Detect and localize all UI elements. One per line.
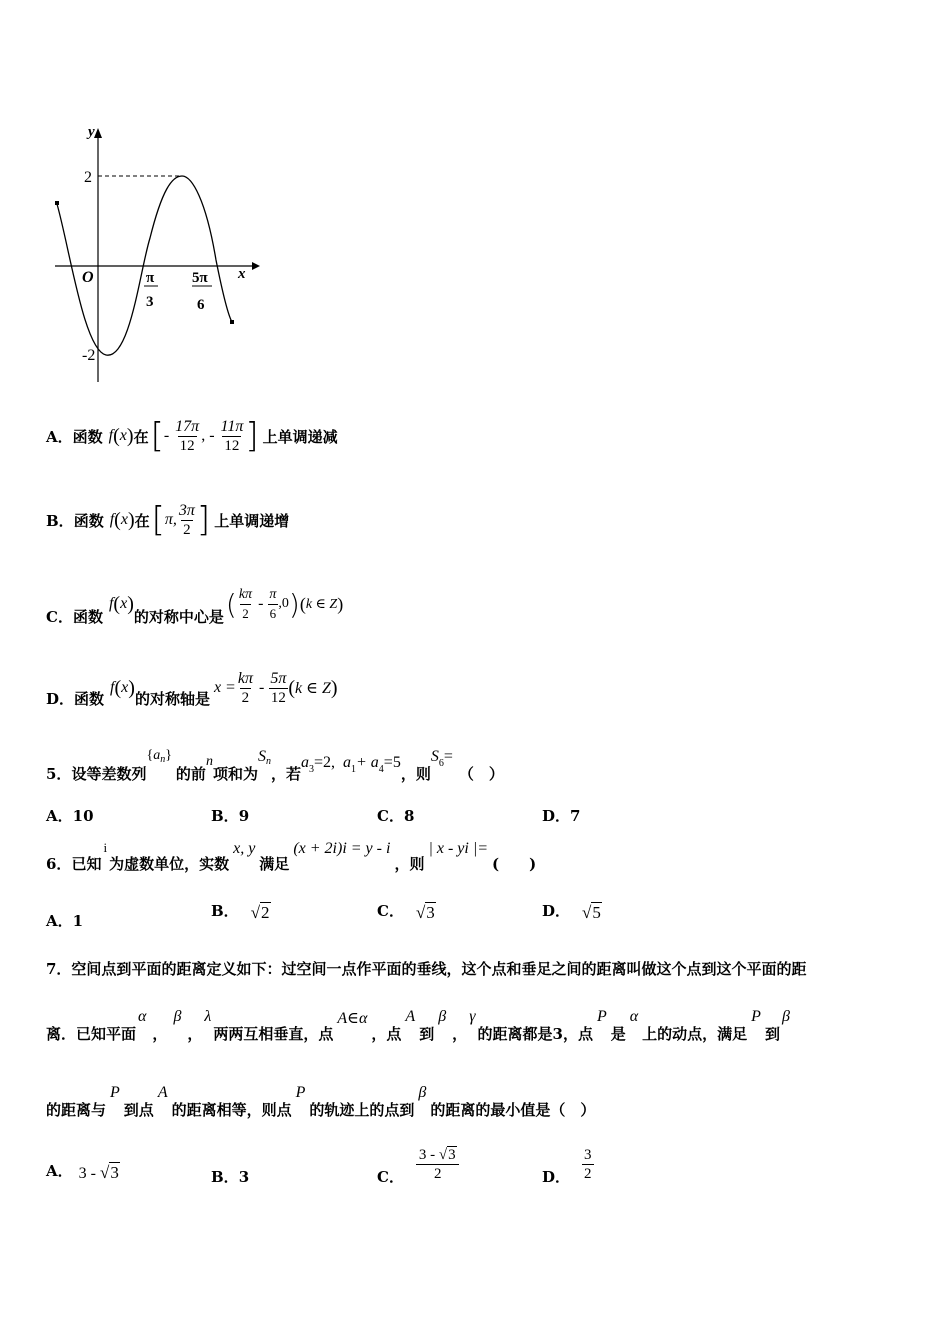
variable: x xyxy=(121,679,129,696)
condition-term: a xyxy=(300,754,309,771)
q7-line-1: 7．空间点到平面的距离定义如下：过空间一点作平面的垂线，这个点和垂足之间的距离叫做这个点到这个平面的距 xyxy=(46,960,807,978)
question-text: 的距离相等，则点 xyxy=(171,1101,292,1119)
question-5 xyxy=(46,748,504,784)
q4-option-c xyxy=(46,576,343,632)
subscript: n xyxy=(265,756,271,767)
subscript: 3 xyxy=(308,764,314,775)
answer-blank: ( ) xyxy=(492,855,537,873)
option-value: 3 - xyxy=(78,1165,96,1182)
plane-gamma: γ xyxy=(469,1008,476,1025)
q6-option-b xyxy=(211,900,271,923)
origin-label: O xyxy=(82,269,94,286)
plane-beta: β xyxy=(173,1008,182,1025)
variable: x xyxy=(119,427,127,444)
option-label: C． xyxy=(377,807,404,825)
q4-option-d xyxy=(46,660,338,716)
question-text: 是 xyxy=(610,1025,626,1043)
option-label: A． xyxy=(46,427,73,446)
point-p: P xyxy=(751,1008,761,1025)
paren-open: ( xyxy=(113,424,120,447)
point-membership: A∈α xyxy=(337,1010,368,1027)
question-text: 的距离与 xyxy=(46,1101,107,1119)
fraction xyxy=(416,1146,460,1183)
option-value: 10 xyxy=(72,807,94,825)
option-label: C． xyxy=(377,1168,404,1186)
radicand: 2 xyxy=(261,903,270,922)
minus-sign: - xyxy=(254,595,268,612)
option-text: 在 xyxy=(133,427,149,446)
question-text: ，则 xyxy=(400,765,431,783)
question-text: 两两互相垂直，点 xyxy=(213,1025,334,1043)
bracket-close: ] xyxy=(196,500,211,540)
radicand: 3 xyxy=(110,1163,119,1182)
plane-alpha: α xyxy=(629,1008,639,1025)
fraction xyxy=(268,670,288,707)
numerator: π xyxy=(269,586,277,602)
denominator: 2 xyxy=(584,1166,592,1182)
sum-symbol: S xyxy=(257,748,266,765)
bracket-close: ] xyxy=(245,416,259,456)
option-value: 8 xyxy=(403,807,415,825)
question-text: 的前 xyxy=(175,765,206,783)
axis-equation: x = xyxy=(213,679,236,696)
tick1-numerator: π xyxy=(146,270,155,286)
numerator: 11π xyxy=(220,417,244,435)
question-text: 离．已知平面 xyxy=(46,1025,137,1043)
question-text: ，则 xyxy=(394,855,425,873)
option-text: 函数 xyxy=(72,427,103,446)
function-name: f xyxy=(110,679,115,696)
point-p: P xyxy=(596,1008,607,1025)
answer-blank: （ ） xyxy=(458,765,504,783)
q7-option-d xyxy=(542,1142,594,1187)
minus-sign: - xyxy=(163,427,174,444)
fraction xyxy=(173,418,201,455)
subscript: 4 xyxy=(378,764,384,775)
sqrt-sign: √ xyxy=(582,903,592,922)
option-label: D． xyxy=(46,689,75,708)
sqrt-expression xyxy=(100,1163,120,1183)
y-min-label: -2 xyxy=(82,347,96,364)
option-text: 的对称轴是 xyxy=(134,689,210,708)
sqrt-sign: √ xyxy=(250,903,261,922)
q5-option-a xyxy=(46,805,94,826)
option-label: B． xyxy=(211,902,239,920)
paren-close: ) xyxy=(288,587,300,621)
numerator: 3 xyxy=(584,1147,592,1163)
option-label: D． xyxy=(542,807,571,825)
paren-open: ( xyxy=(225,587,237,621)
tick2-denominator: 6 xyxy=(197,297,205,313)
curve-end-point xyxy=(230,320,234,324)
sqrt-expression xyxy=(416,903,436,923)
minus-sign: - xyxy=(254,679,269,696)
plane-beta: β xyxy=(438,1008,447,1025)
punctuation: ， xyxy=(187,1025,203,1043)
denominator: 12 xyxy=(270,689,286,706)
option-text: 上单调递增 xyxy=(214,511,290,530)
fraction xyxy=(237,586,254,623)
radicand: 3 xyxy=(448,1147,456,1163)
question-text: 已知 xyxy=(71,855,102,873)
question-number: 5． xyxy=(46,765,72,783)
q7-option-a xyxy=(46,1160,120,1183)
condition: k ∈ Z xyxy=(295,680,331,697)
sum-symbol: S xyxy=(430,748,439,765)
sqrt-expression xyxy=(439,1146,457,1163)
paren-close: ) xyxy=(127,592,134,615)
point-a: A xyxy=(405,1008,416,1025)
option-label: B． xyxy=(46,511,74,530)
variable: x xyxy=(120,511,128,528)
question-6 xyxy=(46,840,536,874)
option-value: 1 xyxy=(72,912,84,930)
comma-minus: , - xyxy=(201,427,219,444)
option-label: D． xyxy=(542,1168,571,1186)
question-text: 的距离的最小值是（ ） xyxy=(430,1101,596,1119)
variables: x, y xyxy=(233,840,256,857)
y-axis-arrow xyxy=(94,128,102,138)
option-label: A． xyxy=(46,912,73,930)
question-text: 的轨迹上的点到 xyxy=(309,1101,415,1119)
condition-term: + a xyxy=(356,754,379,771)
paren-close: ) xyxy=(128,676,135,699)
denominator: 2 xyxy=(241,689,250,706)
question-number: 6． xyxy=(46,855,72,873)
subscript: 6 xyxy=(438,758,444,769)
subscript: n xyxy=(160,754,166,765)
numerator: kπ xyxy=(238,586,253,602)
function-name: f xyxy=(108,595,114,612)
option-text: 上单调递减 xyxy=(262,427,338,446)
x-axis-arrow xyxy=(252,262,260,270)
fraction xyxy=(236,670,255,707)
punctuation: ， xyxy=(152,1025,168,1043)
option-label: C． xyxy=(46,607,73,626)
equals-sign: = xyxy=(443,748,453,765)
point-p: P xyxy=(295,1084,306,1101)
q6-option-d xyxy=(542,900,602,923)
question-text: ，点 xyxy=(371,1025,402,1043)
option-text: 的对称中心是 xyxy=(133,607,224,626)
point-a: A xyxy=(157,1084,168,1101)
paren-close: ) xyxy=(127,508,135,531)
radicand: 3 xyxy=(426,903,435,922)
numerator-term: 3 - xyxy=(418,1147,436,1163)
function-name: f xyxy=(109,511,115,528)
q7-option-c xyxy=(377,1142,459,1187)
brace-close: } xyxy=(165,748,172,763)
x-axis-label: x xyxy=(238,266,246,282)
variable-n: n xyxy=(205,754,213,769)
sqrt-expression xyxy=(251,903,271,923)
q5-option-c xyxy=(377,805,414,826)
plane-alpha: α xyxy=(138,1008,147,1025)
q7-line-2 xyxy=(46,1008,792,1044)
numerator: 3π xyxy=(178,501,195,519)
q7-option-b xyxy=(211,1166,249,1187)
brace-open: { xyxy=(146,748,154,763)
punctuation: ， xyxy=(452,1025,468,1043)
option-label: C． xyxy=(377,902,404,920)
option-value: 7 xyxy=(570,807,581,825)
condition-value: =2, xyxy=(313,754,335,771)
paren-close: ) xyxy=(330,676,338,699)
denominator: 12 xyxy=(224,437,240,454)
curve-start-point xyxy=(55,201,59,205)
q4-option-b xyxy=(46,492,289,548)
option-label: A． xyxy=(46,807,73,825)
q6-option-c xyxy=(377,900,436,923)
q6-option-a xyxy=(46,910,83,931)
question-text: 设等差数列 xyxy=(71,765,147,783)
question-text: 为虚数单位，实数 xyxy=(109,855,230,873)
sqrt-sign: √ xyxy=(99,1163,110,1182)
tick1-denominator: 3 xyxy=(146,294,154,310)
option-text: 函数 xyxy=(73,511,104,530)
denominator: 2 xyxy=(242,605,249,621)
bracket-open: [ xyxy=(150,416,164,456)
fraction xyxy=(582,1146,594,1183)
modulus-expression: | x - yi |= xyxy=(428,840,489,857)
plane-lambda: λ xyxy=(204,1008,212,1025)
paren-close: ) xyxy=(126,424,134,447)
paren-open: ( xyxy=(114,508,121,531)
q5-option-b xyxy=(211,805,249,826)
condition-value: =5 xyxy=(383,754,401,771)
question-text: 项和为 xyxy=(212,765,258,783)
sqrt-expression xyxy=(582,903,602,923)
option-label: B． xyxy=(211,807,239,825)
denominator: 2 xyxy=(183,521,191,538)
option-label: D． xyxy=(542,902,571,920)
function-name: f xyxy=(108,427,114,444)
q5-option-d xyxy=(542,805,580,826)
paren-open: ( xyxy=(299,593,306,614)
paren-open: ( xyxy=(113,592,121,615)
question-text: 的距离都是3，点 xyxy=(477,1025,593,1043)
zero-coordinate: ,0 xyxy=(278,596,289,611)
question-text: 到 xyxy=(764,1025,780,1043)
point-p: P xyxy=(110,1084,120,1101)
fraction xyxy=(267,586,278,623)
sqrt-sign: √ xyxy=(438,1147,448,1163)
plane-beta: β xyxy=(418,1084,427,1101)
question-text: 到 xyxy=(419,1025,435,1043)
pi-symbol: π, xyxy=(164,511,177,528)
sine-graph xyxy=(40,120,270,390)
paren-open: ( xyxy=(114,676,122,699)
y-axis-label: y xyxy=(88,124,95,140)
tick2-numerator: 5π xyxy=(192,270,208,286)
question-text: 到点 xyxy=(123,1101,154,1119)
bracket-open: [ xyxy=(151,500,165,540)
denominator: 2 xyxy=(416,1164,460,1183)
fraction xyxy=(177,502,197,539)
numerator: kπ xyxy=(237,669,253,687)
q7-line-3 xyxy=(46,1084,595,1120)
sequence-symbol: a xyxy=(153,748,161,763)
option-value: 9 xyxy=(238,807,250,825)
paren-close: ) xyxy=(337,593,344,614)
condition: k ∈ Z xyxy=(305,596,338,612)
subscript: 1 xyxy=(351,764,356,775)
radicand: 5 xyxy=(592,903,601,922)
plane-beta: β xyxy=(781,1008,790,1025)
option-text: 函数 xyxy=(74,689,105,708)
question-text: 满足 xyxy=(259,855,290,873)
fraction xyxy=(219,418,246,455)
option-text: 在 xyxy=(134,511,150,530)
question-text: ，若 xyxy=(270,765,301,783)
denominator: 6 xyxy=(269,605,277,621)
y-max-label: 2 xyxy=(84,169,92,186)
numerator: 17π xyxy=(175,417,200,435)
question-text: 上的动点，满足 xyxy=(642,1025,748,1043)
equation: (x + 2i)i = y - i xyxy=(293,840,391,857)
q4-option-a xyxy=(46,408,338,464)
condition-term: a xyxy=(343,754,351,771)
numerator xyxy=(417,1146,459,1164)
numerator: 5π xyxy=(270,669,287,687)
option-value: 3 xyxy=(238,1168,250,1186)
option-text: 函数 xyxy=(72,607,103,626)
imaginary-unit: i xyxy=(103,840,108,855)
option-label: A． xyxy=(46,1162,73,1180)
sqrt-sign: √ xyxy=(415,903,426,922)
option-label: B． xyxy=(211,1168,239,1186)
variable: x xyxy=(120,595,128,612)
paren-open: ( xyxy=(288,676,295,699)
denominator: 12 xyxy=(179,437,195,454)
